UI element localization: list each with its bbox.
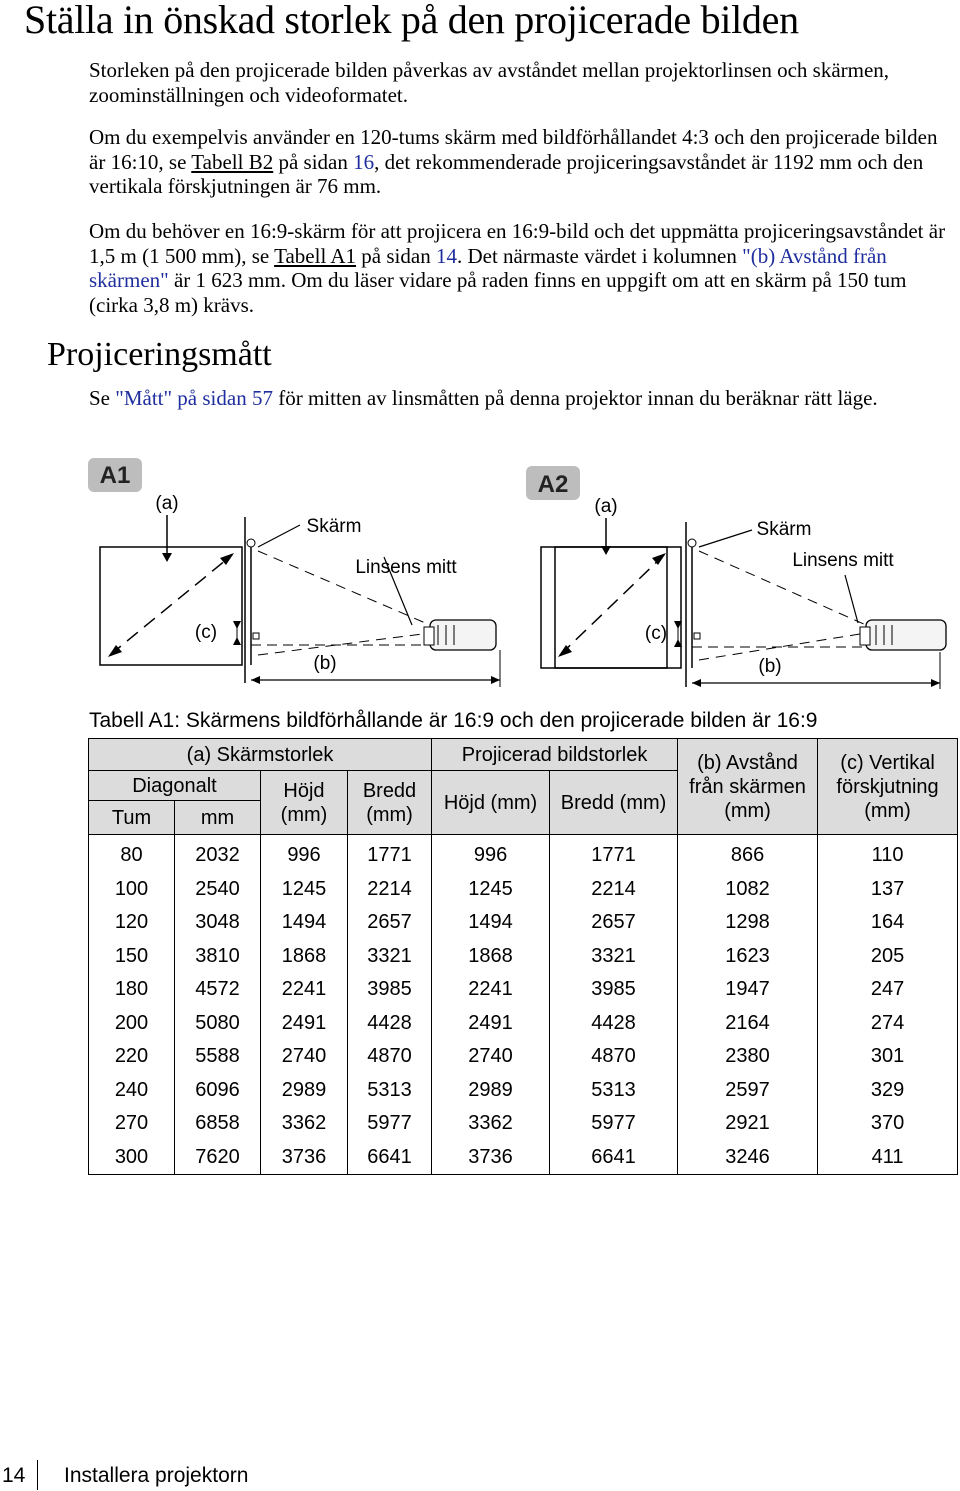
table-cell: 1082 xyxy=(678,873,818,907)
table-row xyxy=(89,1007,958,1041)
p2-text-b: på sidan xyxy=(273,149,354,174)
table-cell: 1245 xyxy=(432,873,550,907)
header-mm: mm xyxy=(175,801,261,835)
table-cell: 370 xyxy=(818,1107,958,1141)
table-cell: 80 xyxy=(89,835,175,873)
header-distance: (b) Avstånd från skärmen (mm) xyxy=(678,739,818,835)
dimensions-paragraph xyxy=(89,386,949,411)
table-cell: 3362 xyxy=(261,1107,348,1141)
projection-table xyxy=(88,738,958,1175)
table-cell: 2164 xyxy=(678,1007,818,1041)
table-cell: 1771 xyxy=(550,835,678,873)
label-c-right: (c) xyxy=(644,623,668,644)
projector-left xyxy=(430,620,496,650)
table-cell: 220 xyxy=(89,1040,175,1074)
table-cell: 1298 xyxy=(678,906,818,940)
table-cell: 5977 xyxy=(550,1107,678,1141)
table-cell: 2214 xyxy=(348,873,432,907)
table-cell: 5313 xyxy=(550,1074,678,1108)
link-column-distance[interactable]: "(b) Avstånd från skärmen" xyxy=(89,243,887,292)
table-cell: 3810 xyxy=(175,940,261,974)
table-cell: 5080 xyxy=(175,1007,261,1041)
table-cell: 1494 xyxy=(432,906,550,940)
table-row xyxy=(89,835,958,873)
table-cell: 1771 xyxy=(348,835,432,873)
table-cell: 2657 xyxy=(348,906,432,940)
table-cell: 100 xyxy=(89,873,175,907)
table-cell: 247 xyxy=(818,973,958,1007)
page-number: 14 xyxy=(2,1464,26,1487)
example-paragraph-1 xyxy=(89,125,949,199)
page-title: Ställa in önskad storlek på den projicerade bilden xyxy=(24,0,799,42)
p3-text-a: Om du behöver en 16:9-skärm för att projicera en 16:9-bild och det uppmätta projiceringsavståndet är 1,5 m (1 500 mm), se xyxy=(89,219,946,268)
table-cell: 2597 xyxy=(678,1074,818,1108)
screen-box-right xyxy=(541,547,681,668)
table-row xyxy=(89,973,958,1007)
p3-text-b: på sidan xyxy=(356,243,436,268)
link-tabell-a1[interactable]: Tabell A1 xyxy=(274,243,357,268)
table-row xyxy=(89,1074,958,1108)
projector-right xyxy=(866,620,946,650)
table-cell: 2380 xyxy=(678,1040,818,1074)
table-cell: 5588 xyxy=(175,1040,261,1074)
header-offset: (c) Vertikal förskjutning (mm) xyxy=(818,739,958,835)
badge-a2: A2 xyxy=(537,471,569,498)
footer-section: Installera projektorn xyxy=(64,1464,249,1487)
table-cell: 120 xyxy=(89,906,175,940)
table-row xyxy=(89,1107,958,1141)
badge-a1: A1 xyxy=(99,462,131,489)
header-height: Höjd (mm) xyxy=(261,771,348,835)
table-cell: 1868 xyxy=(432,940,550,974)
table-row xyxy=(89,906,958,940)
link-page-16[interactable]: 16 xyxy=(353,149,375,174)
table-cell: 164 xyxy=(818,906,958,940)
label-lens-left: Linsens mitt xyxy=(355,557,457,578)
table-cell: 7620 xyxy=(175,1141,261,1175)
label-screen-right: Skärm xyxy=(756,519,812,540)
table-cell: 2241 xyxy=(261,973,348,1007)
table-cell: 4428 xyxy=(550,1007,678,1041)
table-cell: 4572 xyxy=(175,973,261,1007)
table-cell: 1868 xyxy=(261,940,348,974)
link-matt-page-57[interactable]: "Mått" på sidan 57 xyxy=(115,386,273,410)
table-cell: 1245 xyxy=(261,873,348,907)
table-caption: Tabell A1: Skärmens bildförhållande är 16:9 och den projicerade bilden är 16:9 xyxy=(89,709,818,732)
table-cell: 1623 xyxy=(678,940,818,974)
table-cell: 3985 xyxy=(348,973,432,1007)
table-cell: 4870 xyxy=(550,1040,678,1074)
table-cell: 2214 xyxy=(550,873,678,907)
table-cell: 866 xyxy=(678,835,818,873)
table-cell: 2491 xyxy=(261,1007,348,1041)
projection-diagram xyxy=(0,455,960,695)
table-cell: 2657 xyxy=(550,906,678,940)
table-cell: 2740 xyxy=(261,1040,348,1074)
link-page-14[interactable]: 14 xyxy=(435,243,457,268)
label-c-left: (c) xyxy=(194,622,218,643)
table-cell: 274 xyxy=(818,1007,958,1041)
table-cell: 3736 xyxy=(261,1141,348,1175)
diagram-a1 xyxy=(88,458,500,687)
link-tabell-b2[interactable]: Tabell B2 xyxy=(191,149,274,174)
table-cell: 3321 xyxy=(550,940,678,974)
table-cell: 996 xyxy=(432,835,550,873)
label-b-left: (b) xyxy=(313,653,337,674)
table-cell: 2540 xyxy=(175,873,261,907)
table-cell: 6641 xyxy=(348,1141,432,1175)
table-cell: 200 xyxy=(89,1007,175,1041)
table-cell: 110 xyxy=(818,835,958,873)
label-a-right: (a) xyxy=(594,496,618,517)
section-heading: Projiceringsmått xyxy=(47,336,272,373)
table-cell: 5977 xyxy=(348,1107,432,1141)
table-cell: 1947 xyxy=(678,973,818,1007)
table-cell: 137 xyxy=(818,873,958,907)
table-cell: 240 xyxy=(89,1074,175,1108)
table-row xyxy=(89,940,958,974)
table-cell: 270 xyxy=(89,1107,175,1141)
table-cell: 2989 xyxy=(261,1074,348,1108)
table-cell: 3985 xyxy=(550,973,678,1007)
table-cell: 1494 xyxy=(261,906,348,940)
table-cell: 150 xyxy=(89,940,175,974)
table-cell: 180 xyxy=(89,973,175,1007)
label-screen-left: Skärm xyxy=(306,516,362,537)
table-cell: 3246 xyxy=(678,1141,818,1175)
header-projected-size: Projicerad bildstorlek xyxy=(432,739,678,771)
table-cell: 2032 xyxy=(175,835,261,873)
table-cell: 329 xyxy=(818,1074,958,1108)
table-cell: 2740 xyxy=(432,1040,550,1074)
table-cell: 6641 xyxy=(550,1141,678,1175)
table-cell: 996 xyxy=(261,835,348,873)
p4-text-b: för mitten av linsmåtten på denna projektor innan du beräknar rätt läge. xyxy=(272,386,878,410)
table-cell: 6096 xyxy=(175,1074,261,1108)
label-b-right: (b) xyxy=(758,656,782,677)
table-cell: 5313 xyxy=(348,1074,432,1108)
footer-divider xyxy=(37,1460,38,1490)
label-lens-right: Linsens mitt xyxy=(792,550,894,571)
table-cell: 411 xyxy=(818,1141,958,1175)
table-cell: 300 xyxy=(89,1141,175,1175)
table-cell: 2491 xyxy=(432,1007,550,1041)
table-cell: 4428 xyxy=(348,1007,432,1041)
p4-text-a: Se xyxy=(89,386,116,410)
table-cell: 301 xyxy=(818,1040,958,1074)
table-cell: 2241 xyxy=(432,973,550,1007)
intro-text: Storleken på den projicerade bilden påverkas av avståndet mellan projektorlinsen och skärmen, zoominställningen och videoformatet. xyxy=(89,58,890,107)
header-proj-width: Bredd (mm) xyxy=(550,771,678,835)
table-row xyxy=(89,1141,958,1175)
p3-text-d: är 1 623 mm. Om du läser vidare på raden finns en uppgift om att en skärm på 150 tum (cirka 3,8 m) krävs. xyxy=(89,268,907,317)
table-cell: 2921 xyxy=(678,1107,818,1141)
table-cell: 3736 xyxy=(432,1141,550,1175)
table-cell: 2989 xyxy=(432,1074,550,1108)
p2-text-c: , det rekommenderade projiceringsavståndet är 1192 mm och den vertikala förskjutningen är 76 mm. xyxy=(89,149,924,198)
table-row xyxy=(89,873,958,907)
header-inch: Tum xyxy=(89,801,175,835)
header-proj-height: Höjd (mm) xyxy=(432,771,550,835)
header-screen-size: (a) Skärmstorlek xyxy=(89,739,432,771)
header-diagonal: Diagonalt xyxy=(89,771,261,801)
intro-paragraph xyxy=(89,58,949,107)
p3-text-c: . Det närmaste värdet i kolumnen xyxy=(456,243,743,268)
table-cell: 205 xyxy=(818,940,958,974)
diagram-a2 xyxy=(526,466,946,689)
table-cell: 3321 xyxy=(348,940,432,974)
p2-text-a: Om du exempelvis använder en 120-tums skärm med bildförhållandet 4:3 och den projicerade bilden är 16:10, se xyxy=(89,125,938,174)
table-cell: 4870 xyxy=(348,1040,432,1074)
label-a-left: (a) xyxy=(155,493,179,514)
example-paragraph-2 xyxy=(89,219,949,317)
table-cell: 3048 xyxy=(175,906,261,940)
header-width: Bredd (mm) xyxy=(348,771,432,835)
table-cell: 6858 xyxy=(175,1107,261,1141)
table-cell: 3362 xyxy=(432,1107,550,1141)
table-row xyxy=(89,1040,958,1074)
